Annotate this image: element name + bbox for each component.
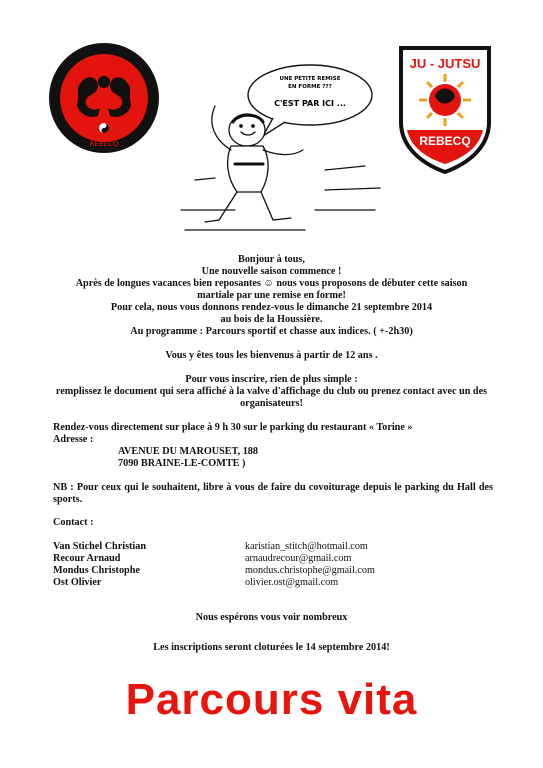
svg-text:C'EST PAR ICI ...: C'EST PAR ICI ...	[274, 99, 346, 108]
nb-carpool-note: NB : Pour ceux qui le souhaitent, libre à vous de faire du covoiturage depuis le parking du Hall des sports.	[53, 482, 493, 506]
contact-name: Recour Arnaud	[53, 553, 121, 564]
svg-text:⊤: ⊤	[62, 96, 71, 107]
svg-text:EN FORME ???: EN FORME ???	[288, 84, 332, 90]
address-label: Adresse :	[53, 434, 94, 445]
signup-details: remplissez le document qui sera affiché à la valve d'affichage du club ou prenez contact avec un des	[55, 386, 488, 397]
contact-email[interactable]: arnaudrecour@gmail.com	[245, 553, 352, 564]
intro-program: Au programme : Parcours sportif et chasse aux indices. ( +-2h30)	[130, 326, 413, 337]
contact-email[interactable]: olivier.ost@gmail.com	[245, 577, 339, 588]
svg-text:REBECQ: REBECQ	[419, 134, 471, 148]
contact-heading: Contact :	[53, 517, 94, 528]
intro-vacation: Après de longues vacances bien reposantes ☺ nous vous proposons de débuter cette saison	[75, 278, 468, 289]
parcours-vita-banner: Parcours vita	[125, 675, 418, 724]
signup-intro: Pour vous inscrire, rien de plus simple :	[185, 374, 358, 385]
svg-text:REBECQ: REBECQ	[89, 140, 119, 148]
intro-location: au bois de la Houssière.	[220, 314, 323, 325]
closing-deadline: Les inscriptions seront cloturées le 14 septembre 2014!	[153, 642, 390, 653]
intro-season: Une nouvelle saison commence !	[201, 266, 342, 277]
meeting-time-place: Rendez-vous directement sur place à 9 h 30 sur le parking du restaurant « Torine »	[53, 422, 413, 433]
karate-cartoon-illustration	[175, 60, 385, 235]
contact-name: Mondus Christophe	[53, 565, 140, 576]
svg-text:JU - JUTSU: JU - JUTSU	[409, 56, 481, 71]
intro-greeting: Bonjour à tous,	[238, 254, 305, 265]
signup-organizers: organisateurs!	[240, 398, 303, 409]
intro-fitness: martiale par une remise en forme!	[197, 290, 346, 301]
svg-text:⊥: ⊥	[138, 96, 147, 107]
contact-name: Ost Olivier	[53, 577, 102, 588]
welcome-text: Vous y êtes tous les bienvenus à partir de 12 ans .	[165, 350, 378, 361]
address-city: 7090 BRAINE-LE-COMTE )	[118, 458, 246, 469]
contact-email[interactable]: mondus.christophe@gmail.com	[245, 565, 375, 576]
address-street: AVENUE DU MAROUSET, 188	[118, 446, 258, 457]
intro-date: Pour cela, nous vous donnons rendez-vous le dimanche 21 septembre 2014	[110, 302, 433, 313]
svg-text:UNE PETITE REMISE: UNE PETITE REMISE	[279, 76, 341, 82]
contact-name: Van Stichel Christian	[53, 541, 147, 552]
closing-hope: Nous espérons vous voir nombreux	[195, 612, 348, 623]
club-logo-jujutsu-shield	[397, 44, 493, 174]
club-logo-dragons	[48, 42, 160, 154]
contact-email[interactable]: karistian_stitch@hotmail.com	[245, 541, 368, 552]
